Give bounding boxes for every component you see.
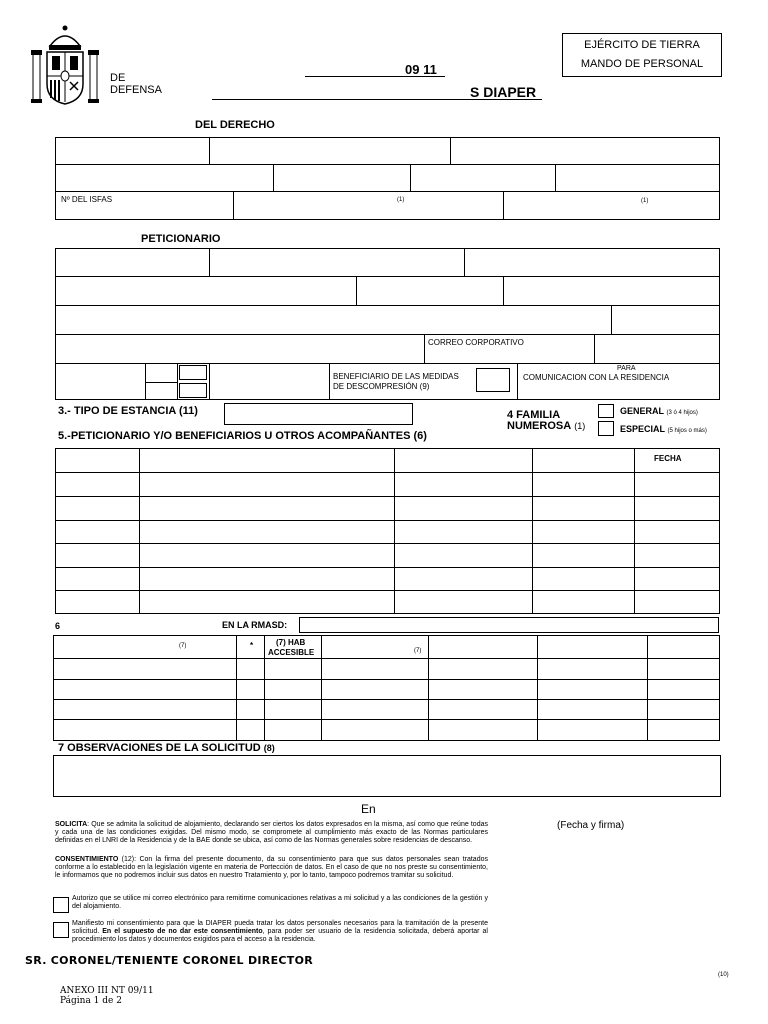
section7-note: (8) (263, 743, 275, 753)
issuer-box (562, 33, 722, 77)
page-number: Página 1 de 2 (60, 996, 122, 1006)
decompression-label-2: DE DESCOMPRESIÓN (9) (333, 382, 430, 391)
applicant-field-7[interactable] (55, 305, 612, 335)
accommodation-table-grid (53, 635, 720, 741)
accommodation-col3-header-2: ACCESIBLE (268, 648, 315, 657)
applicant-field-12[interactable] (209, 363, 330, 400)
ministry-name-line2: DEFENSA (110, 84, 162, 96)
ministry-name-line1: DE (110, 72, 126, 84)
general-family-note: (3 ó 4 hijos) (666, 410, 698, 416)
applicant-field-5[interactable] (356, 276, 504, 306)
applicant-field-3[interactable] (464, 248, 720, 277)
date-and-signature-label: (Fecha y firma) (557, 820, 625, 831)
applicant-field-6[interactable] (503, 276, 720, 306)
solicita-paragraph: SOLICITA: Que se admita la solicitud de alojamiento, declarando ser ciertos los datos expresados en la misma, así como que reúne todas y cada una de las condiciones exigidas. Del mismo modo, se compromete al cumplimiento más exacto de las Normas particulares definidas en el LNRI de la Residencia y de la BAE donde se ubica, así como de las Normas generales sobre residencias de descanso. (55, 821, 488, 845)
accommodation-col1-note: (7) (179, 643, 187, 649)
rmasd-label: EN LA RMASD: (222, 620, 288, 630)
data-consent-text: Manifiesto mi consentimiento para que la DIAPER pueda tratar los datos personales necesarios para la tramitación de la presente solicitud. En el supuesto de no dar este consentimiento, para poder ser usuario de la residencia solicitada, deberá aportar al procedimiento los datos y documentos exigidos para el acceso a la residencia. (72, 920, 488, 944)
general-family-checkbox[interactable] (598, 404, 614, 418)
issuer-line1: EJÉRCITO DE TIERRA (584, 39, 700, 51)
general-family-label: GENERAL (3 ó 4 hijos) (620, 406, 698, 416)
corporate-email-field[interactable] (424, 334, 595, 364)
isfas-number-field[interactable] (55, 191, 234, 220)
applicant-checkbox-2[interactable] (179, 383, 207, 398)
companions-table-grid (55, 448, 720, 614)
applicant-field-1[interactable] (55, 248, 210, 277)
section7-title: 7 OBSERVACIONES DE LA SOLICITUD (8) (58, 742, 275, 754)
residence-communication-label: COMUNICACION CON LA RESIDENCIA (523, 373, 670, 382)
stay-type-field[interactable] (224, 403, 413, 425)
holder-field-4[interactable] (55, 164, 274, 192)
section6-number: 6 (55, 621, 61, 631)
note-1a: (1) (397, 197, 405, 203)
addressee: SR. CORONEL/TENIENTE CORONEL DIRECTOR (25, 954, 313, 967)
coat-of-arms-logo (30, 24, 100, 110)
email-authorization-checkbox[interactable] (53, 897, 69, 913)
email-authorization-text: Autorizo que se utilice mi correo electrónico para remitirme comunicaciones relativas a mi solicitud y a las condiciones de la gestión y del alojamiento. (72, 895, 488, 911)
special-family-note: (5 hijos o más) (667, 428, 707, 434)
accommodation-col2-mark: * (250, 641, 254, 650)
section2-title: PETICIONARIO (141, 233, 221, 245)
numerosa-note: (1) (574, 421, 586, 431)
holder-field-7[interactable] (555, 164, 720, 192)
data-consent-checkbox[interactable] (53, 922, 69, 938)
accommodation-col4-note: (7) (414, 648, 422, 654)
section1-title: DEL DERECHO (195, 119, 275, 131)
signature-place-label: En (361, 802, 376, 816)
holder-field-3[interactable] (450, 137, 720, 165)
form-reference-number: 09 11 (405, 62, 437, 77)
holder-field-5[interactable] (273, 164, 411, 192)
para-label: PARA (617, 365, 636, 372)
numerosa-label: NUMEROSA (507, 420, 572, 432)
companions-table (55, 448, 720, 614)
applicant-field-8[interactable] (611, 305, 720, 335)
decompression-label-1: BENEFICIARIO DE LAS MEDIDAS (333, 372, 459, 381)
applicant-field-9[interactable] (55, 334, 425, 364)
holder-field-9[interactable] (503, 191, 720, 220)
applicant-field-10[interactable] (594, 334, 720, 364)
accommodation-col3-header-1: (7) HAB (276, 638, 306, 647)
holder-field-8[interactable] (233, 191, 504, 220)
holder-field-6[interactable] (410, 164, 556, 192)
issuer-line2: MANDO DE PERSONAL (580, 58, 704, 70)
special-family-label: ESPECIAL (5 hijos o más) (620, 424, 707, 434)
holder-field-1[interactable] (55, 137, 210, 165)
annex-reference: ANEXO III NT 09/11 (60, 986, 154, 996)
decompression-checkbox[interactable] (476, 368, 510, 392)
form-title: S DIAPER (470, 84, 537, 100)
note-1b: (1) (641, 198, 649, 204)
applicant-small-cell-1[interactable] (145, 363, 178, 383)
applicant-field-4[interactable] (55, 276, 357, 306)
companions-date-header: FECHA (654, 454, 682, 463)
holder-field-2[interactable] (209, 137, 451, 165)
applicant-checkbox-1[interactable] (179, 365, 207, 380)
accommodation-table (53, 635, 720, 741)
applicant-field-11[interactable] (55, 363, 146, 400)
residence-communication-field[interactable] (517, 363, 720, 400)
section4-title-line2 (507, 420, 585, 432)
rmasd-field[interactable] (299, 617, 719, 633)
applicant-field-2[interactable] (209, 248, 465, 277)
observations-field[interactable] (53, 755, 721, 797)
section4-title-line1: 4 FAMILIA (507, 409, 561, 421)
applicant-small-cell-2[interactable] (145, 382, 178, 400)
section3-title: 3.- TIPO DE ESTANCIA (11) (58, 405, 198, 417)
note-10: (10) (718, 972, 729, 978)
corporate-email-label: CORREO CORPORATIVO (428, 338, 524, 347)
isfas-label: Nº DEL ISFAS (61, 195, 113, 204)
special-family-checkbox[interactable] (598, 421, 614, 436)
section5-title: 5.-PETICIONARIO Y/O BENEFICIARIOS U OTROS ACOMPAÑANTES (6) (58, 430, 427, 442)
consent-paragraph: CONSENTIMIENTO (12): Con la firma del presente documento, da su consentimiento para que sus datos personales sean tratados conforme a lo establecido en la legislación vigente en materia de Portección de datos. En el caso de que no nos preste su consentimiento, le informamos que no podremos incluir sus datos en nuestro Tratamiento y, por lo tanto, tampoco podremos tramitar su solicitud. (55, 856, 488, 880)
